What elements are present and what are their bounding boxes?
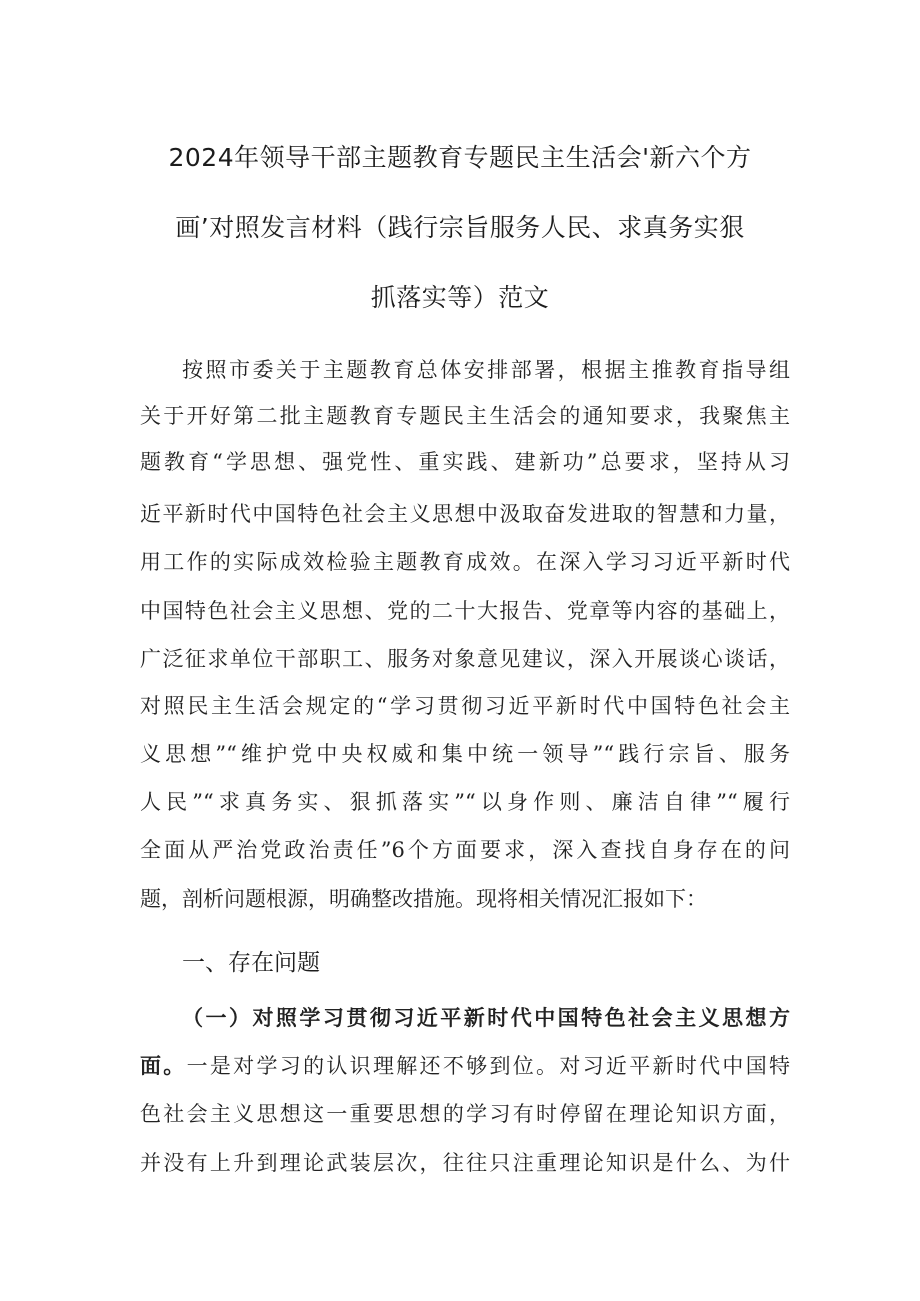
subsection-text: 一是对学习的认识理解还不够到位。对习近平新时代中国特 bbox=[186, 1054, 790, 1078]
document-title-line-2: 画’对照发言材料（践行宗旨服务人民、求真务实狠 bbox=[175, 213, 745, 242]
intro-paragraph-line: 广泛征求单位干部职工、服务对象意见建议，深入开展谈心谈话， bbox=[140, 647, 790, 671]
intro-paragraph-line: 关于开好第二批主题教育专题民主生活会的通知要求，我聚焦主 bbox=[140, 404, 790, 428]
intro-paragraph-line: 全面从严治党政治责任”6个方面要求，深入查找自身存在的问 bbox=[140, 838, 790, 862]
intro-paragraph-line: 人民”“求真务实、狠抓落实”“以身作则、廉洁自律”“履行 bbox=[140, 790, 790, 814]
intro-paragraph-line: 用工作的实际成效检验主题教育成效。在深入学习习近平新时代 bbox=[140, 550, 790, 574]
document-title-line-1: 2024年领导干部主题教育专题民主生活会'新六个方 bbox=[168, 143, 752, 172]
subsection-paragraph-line: 色社会主义思想这一重要思想的学习有时停留在理论知识方面， bbox=[140, 1102, 790, 1126]
intro-paragraph-line: 题，剖析问题根源，明确整改措施。现将相关情况汇报如下： bbox=[140, 887, 707, 911]
intro-paragraph-line: 中国特色社会主义思想、党的二十大报告、党章等内容的基础上， bbox=[140, 599, 790, 623]
subsection-heading-tail: 面。 bbox=[140, 1054, 187, 1078]
section-heading: 一、存在问题 bbox=[182, 950, 320, 976]
subsection-paragraph-line: 并没有上升到理论武装层次，往往只注重理论知识是什么、为什 bbox=[140, 1151, 790, 1175]
intro-paragraph-line: 近平新时代中国特色社会主义思想中汲取奋发进取的智慧和力量， bbox=[140, 502, 790, 526]
intro-paragraph-line: 题教育“学思想、强党性、重实践、建新功”总要求，坚持从习 bbox=[140, 450, 790, 474]
intro-paragraph-line: 对照民主生活会规定的“学习贯彻习近平新时代中国特色社会主 bbox=[140, 694, 790, 718]
document-title-line-3: 抓落实等）范文 bbox=[370, 283, 550, 312]
intro-paragraph-line: 义思想”“维护党中央权威和集中统一领导”“践行宗旨、服务 bbox=[140, 742, 790, 766]
subsection-paragraph-line bbox=[140, 1050, 790, 1080]
intro-paragraph-line: 按照市委关于主题教育总体安排部署，根据主推教育指导组 bbox=[182, 358, 790, 382]
subsection-heading-line: （一）对照学习贯彻习近平新时代中国特色社会主义思想方 bbox=[182, 1006, 790, 1030]
